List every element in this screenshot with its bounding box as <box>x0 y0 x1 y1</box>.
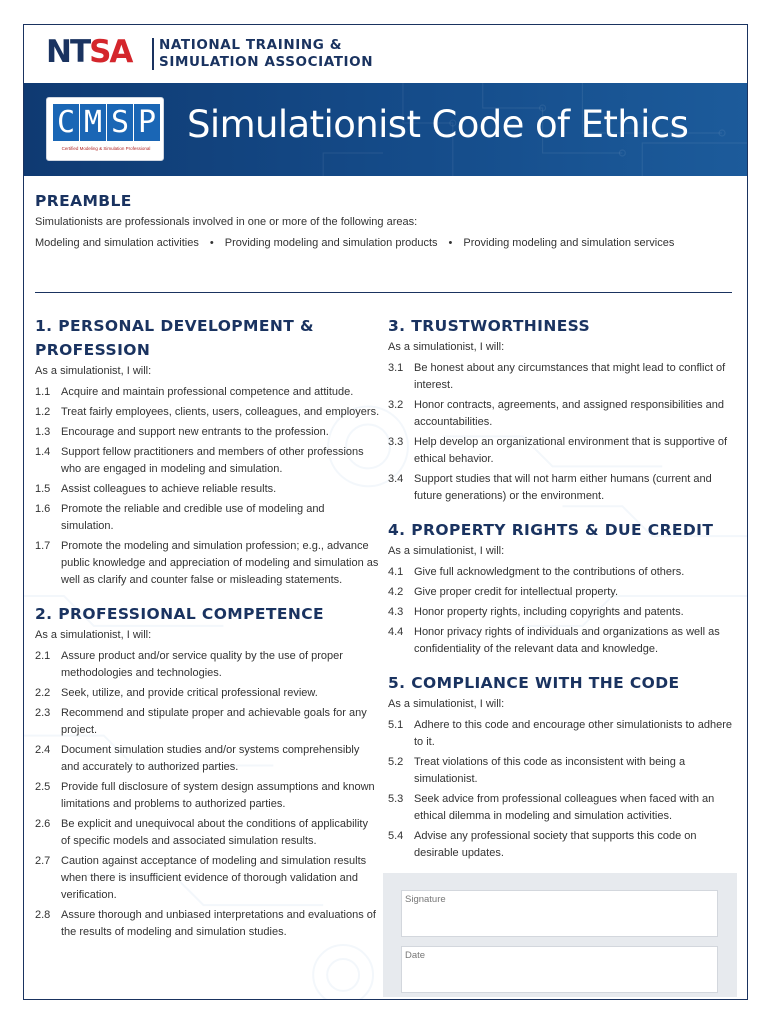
list-item <box>35 853 380 904</box>
item-number: 4.4 <box>388 626 404 638</box>
list-item <box>35 705 380 739</box>
item-number: 1.7 <box>35 540 51 552</box>
item-text: Support studies that will not harm either humans (current and future generations) or the environment. <box>414 473 712 502</box>
item-number: 2.8 <box>35 909 51 921</box>
list-item <box>35 779 380 813</box>
item-text: Caution against acceptance of modeling and simulation results when there is insufficient evidence of thorough validation and verification. <box>61 855 367 901</box>
item-text: Acquire and maintain professional competence and attitude. <box>61 386 354 398</box>
item-number: 1.6 <box>35 503 51 515</box>
item-number: 2.5 <box>35 781 51 793</box>
list-item <box>388 471 738 505</box>
item-number: 1.4 <box>35 446 51 458</box>
cmsp-logo: C M S P Certified Modeling & Simulation Professional <box>46 97 164 161</box>
section-intro: As a simulationist, I will: <box>388 341 505 353</box>
item-number: 5.3 <box>388 793 404 805</box>
item-text: Give proper credit for intellectual property. <box>414 586 618 598</box>
code-section-5 <box>388 671 738 862</box>
logo-divider <box>152 38 154 70</box>
item-text: Promote the modeling and simulation profession; e.g., advance public knowledge and appreciation of modeling and simulation as well as clarify and counter false or misleading statements. <box>61 540 379 586</box>
bullet-separator: • <box>448 237 453 249</box>
item-number: 5.2 <box>388 756 404 768</box>
item-number: 4.1 <box>388 566 404 578</box>
item-text: Honor contracts, agreements, and assigned responsibilities and accountabilities. <box>414 399 725 428</box>
list-item <box>35 538 380 589</box>
section-heading: 5. COMPLIANCE WITH THE CODE <box>388 674 680 692</box>
ntsa-logo: NTSA <box>46 34 132 70</box>
item-number: 2.7 <box>35 855 51 867</box>
item-number: 3.3 <box>388 436 404 448</box>
section-heading: 1. PERSONAL DEVELOPMENT & PROFESSION <box>35 317 314 359</box>
item-number: 5.4 <box>388 830 404 842</box>
list-item <box>35 404 380 421</box>
item-text: Assist colleagues to achieve reliable results. <box>61 483 277 495</box>
item-text: Seek, utilize, and provide critical professional review. <box>61 687 318 699</box>
section-intro: As a simulationist, I will: <box>35 629 152 641</box>
signature-block <box>383 873 737 997</box>
organization-name: NATIONAL TRAINING & SIMULATION ASSOCIATION <box>159 37 374 70</box>
item-number: 1.1 <box>35 386 51 398</box>
item-number: 2.3 <box>35 707 51 719</box>
header <box>24 25 747 83</box>
item-text: Treat fairly employees, clients, users, colleagues, and employers. <box>61 406 380 418</box>
item-text: Give full acknowledgment to the contributions of others. <box>414 566 685 578</box>
preamble-areas <box>35 237 732 249</box>
list-item <box>35 907 380 941</box>
left-column <box>35 314 380 954</box>
section-intro: As a simulationist, I will: <box>388 698 505 710</box>
item-text: Treat violations of this code as inconsistent with being a simulationist. <box>414 756 686 785</box>
list-item <box>388 584 738 601</box>
bullet-separator: • <box>209 237 214 249</box>
list-item <box>35 685 380 702</box>
item-text: Support fellow practitioners and members of other professions who are engaged in modeling and simulation. <box>61 446 364 475</box>
section-intro: As a simulationist, I will: <box>35 365 152 377</box>
signature-field[interactable] <box>401 890 718 937</box>
item-number: 1.3 <box>35 426 51 438</box>
section-divider <box>35 292 732 293</box>
list-item <box>388 604 738 621</box>
item-text: Honor property rights, including copyrights and patents. <box>414 606 684 618</box>
item-text: Advise any professional society that supports this code on desirable updates. <box>414 830 697 859</box>
item-text: Help develop an organizational environment that is supportive of ethical behavior. <box>414 436 728 465</box>
list-item <box>388 717 738 751</box>
list-item <box>35 481 380 498</box>
list-item <box>35 648 380 682</box>
area-item: Modeling and simulation activities <box>35 237 199 249</box>
list-item <box>388 360 738 394</box>
code-section-2 <box>35 602 380 941</box>
item-text: Promote the reliable and credible use of modeling and simulation. <box>61 503 325 532</box>
list-item <box>388 624 738 658</box>
preamble-heading: PREAMBLE <box>35 192 132 210</box>
item-number: 2.1 <box>35 650 51 662</box>
date-field[interactable] <box>401 946 718 993</box>
item-text: Be honest about any circumstances that might lead to conflict of interest. <box>414 362 726 391</box>
section-heading: 4. PROPERTY RIGHTS & DUE CREDIT <box>388 521 714 539</box>
list-item <box>35 816 380 850</box>
title-banner <box>24 83 747 176</box>
code-section-4 <box>388 518 738 658</box>
list-item <box>388 828 738 862</box>
list-item <box>35 384 380 401</box>
section-heading: 2. PROFESSIONAL COMPETENCE <box>35 605 324 623</box>
section-intro: As a simulationist, I will: <box>388 545 505 557</box>
date-label: Date <box>405 950 426 961</box>
item-number: 3.2 <box>388 399 404 411</box>
item-number: 2.4 <box>35 744 51 756</box>
item-number: 3.4 <box>388 473 404 485</box>
section-heading: 3. TRUSTWORTHINESS <box>388 317 591 335</box>
list-item <box>388 434 738 468</box>
code-section-1 <box>35 314 380 589</box>
item-text: Honor privacy rights of individuals and organizations as well as confidentiality of the relevant data and knowledge. <box>414 626 720 655</box>
document-page <box>23 24 748 1000</box>
item-text: Seek advice from professional colleagues when faced with an ethical dilemma in modeling and simulation activities. <box>414 793 715 822</box>
signature-label: Signature <box>405 894 446 905</box>
content-area <box>24 176 747 1000</box>
preamble <box>35 192 732 249</box>
item-text: Encourage and support new entrants to the profession. <box>61 426 329 438</box>
list-item <box>35 424 380 441</box>
item-number: 2.6 <box>35 818 51 830</box>
area-item: Providing modeling and simulation products <box>224 237 438 249</box>
item-number: 4.2 <box>388 586 404 598</box>
list-item <box>35 501 380 535</box>
item-text: Document simulation studies and/or systems comprehensibly and accurately to authorized parties. <box>61 744 360 773</box>
preamble-intro: Simulationists are professionals involved in one or more of the following areas: <box>35 216 418 228</box>
right-column <box>388 314 738 875</box>
page-title: Simulationist Code of Ethics <box>187 103 689 146</box>
item-text: Provide full disclosure of system design assumptions and known limitations and problems to authorized parties. <box>61 781 375 810</box>
item-number: 1.2 <box>35 406 51 418</box>
item-number: 3.1 <box>388 362 404 374</box>
list-item <box>35 444 380 478</box>
list-item <box>388 791 738 825</box>
code-section-3 <box>388 314 738 505</box>
list-item <box>388 564 738 581</box>
area-item: Providing modeling and simulation services <box>463 237 675 249</box>
item-number: 1.5 <box>35 483 51 495</box>
list-item <box>388 754 738 788</box>
item-number: 4.3 <box>388 606 404 618</box>
item-text: Be explicit and unequivocal about the conditions of applicability of specific models and associated simulation results. <box>61 818 368 847</box>
item-number: 2.2 <box>35 687 51 699</box>
item-text: Assure thorough and unbiased interpretations and evaluations of the results of modeling and simulation studies. <box>61 909 376 938</box>
item-text: Assure product and/or service quality by the use of proper methodologies and technologies. <box>61 650 343 679</box>
list-item <box>35 742 380 776</box>
item-text: Recommend and stipulate proper and achievable goals for any project. <box>61 707 367 736</box>
list-item <box>388 397 738 431</box>
item-number: 5.1 <box>388 719 404 731</box>
item-text: Adhere to this code and encourage other simulationists to adhere to it. <box>414 719 732 748</box>
